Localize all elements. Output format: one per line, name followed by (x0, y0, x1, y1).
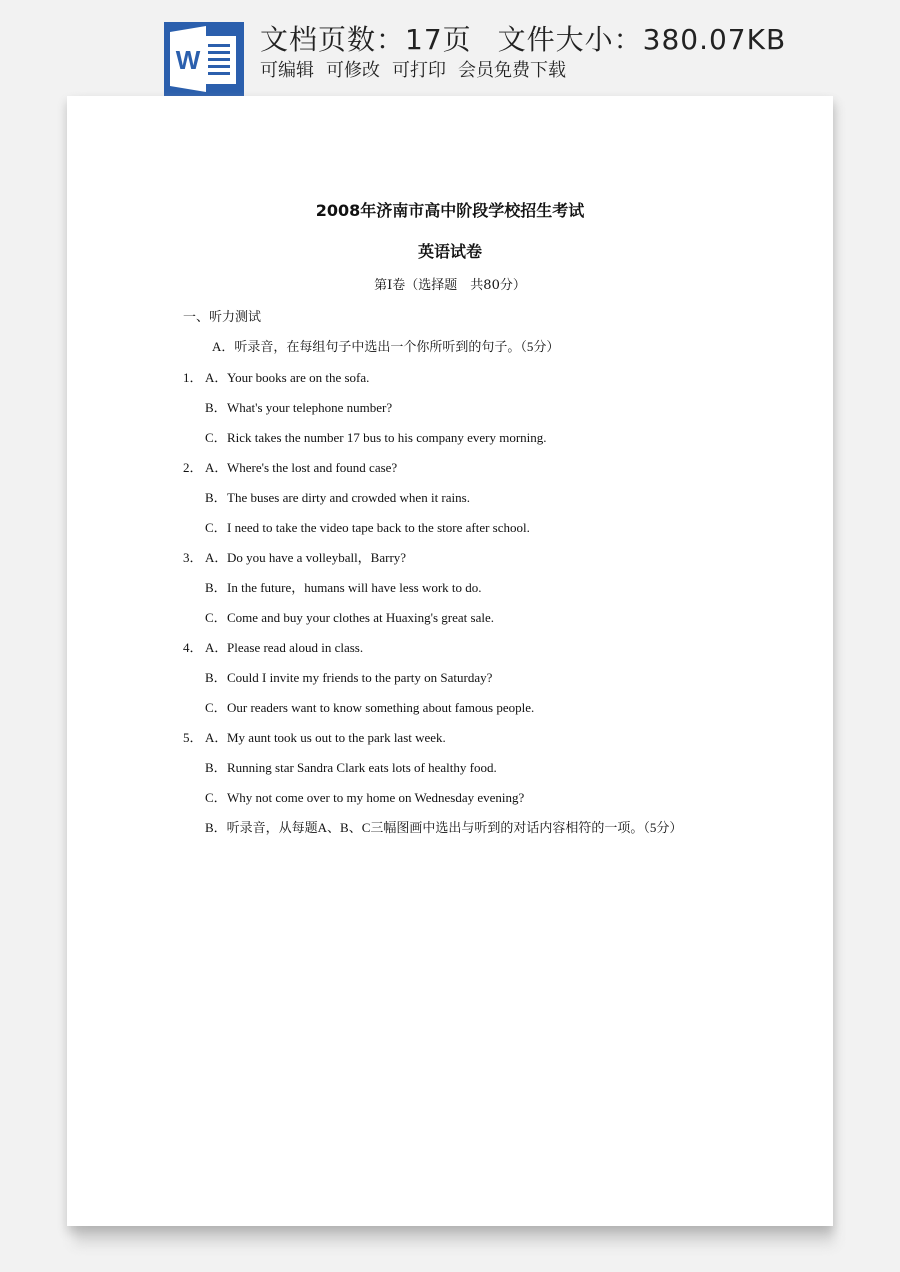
option-letter: C． (205, 790, 227, 805)
option-letter: C． (205, 700, 227, 715)
question-number: 5． (183, 730, 203, 745)
option-text: I need to take the video tape back to the store after school. (227, 520, 530, 535)
option-text: Why not come over to my home on Wednesday evening? (227, 790, 525, 805)
instruction-b: B．听录音，从每题A、B、C三幅图画中选出与听到的对话内容相符的一项。（5分） (205, 820, 683, 835)
document-page (67, 96, 833, 1226)
option-letter: B． (205, 400, 227, 415)
file-size: 文件大小：380.07KB (497, 23, 787, 56)
question-5-option-b (205, 757, 497, 776)
option-text: Our readers want to know something about famous people. (227, 700, 535, 715)
option-text: In the future，humans will have less work to do. (227, 580, 482, 595)
option-text: My aunt took us out to the park last week. (227, 730, 446, 745)
question-5-option-c (205, 787, 524, 806)
option-letter: C． (205, 430, 227, 445)
option-text: Do you have a volleyball，Barry? (227, 550, 407, 565)
question-5-option-a (183, 727, 446, 746)
option-letter: B． (205, 490, 227, 505)
option-text: Come and buy your clothes at Huaxing's great sale. (227, 610, 494, 625)
exam-title: 2008年济南市高中阶段学校招生考试 (315, 201, 585, 220)
option-letter: B． (205, 670, 227, 685)
word-document-icon (164, 22, 244, 96)
option-text: Rick takes the number 17 bus to his company every morning. (227, 430, 547, 445)
feature-editable: 可编辑 (260, 60, 314, 81)
option-text: Could I invite my friends to the party on Saturday? (227, 670, 493, 685)
question-2-option-c (205, 517, 530, 536)
question-4-option-a (183, 637, 363, 656)
option-text: Please read aloud in class. (227, 640, 364, 655)
question-number: 1． (183, 370, 203, 385)
section-heading: 一、听力测试 (183, 309, 262, 324)
question-number: 2． (183, 460, 203, 475)
option-letter: A． (205, 550, 228, 565)
feature-free-download: 会员免费下载 (458, 60, 566, 81)
question-3-option-a (183, 547, 406, 566)
question-2-option-a (183, 457, 397, 476)
option-text: Running star Sandra Clark eats lots of healthy food. (227, 760, 497, 775)
logo-letter: W (175, 45, 201, 75)
exam-subtitle: 英语试卷 (417, 242, 482, 261)
page-count: 文档页数：17页 (260, 23, 472, 56)
option-letter: B． (205, 580, 227, 595)
question-number: 4． (183, 640, 203, 655)
option-letter: A． (205, 730, 228, 745)
question-3-option-b (205, 577, 482, 596)
feature-modifiable: 可修改 (326, 60, 380, 81)
question-4-option-b (205, 667, 492, 686)
question-1-option-b (205, 397, 392, 416)
option-letter: A． (205, 370, 228, 385)
option-text: Where's the lost and found case? (227, 460, 398, 475)
option-letter: B． (205, 760, 227, 775)
option-text: Your books are on the sofa. (227, 370, 370, 385)
option-letter: C． (205, 520, 227, 535)
part-heading: 第Ⅰ卷（选择题 共80分） (374, 278, 526, 293)
question-1-option-c (205, 427, 547, 446)
option-letter: A． (205, 640, 228, 655)
feature-list (260, 56, 566, 82)
question-3-option-c (205, 607, 494, 626)
question-4-option-c (205, 697, 534, 716)
question-1-option-a (183, 367, 369, 386)
option-letter: C． (205, 610, 227, 625)
file-info (260, 18, 786, 58)
feature-printable: 可打印 (392, 60, 446, 81)
option-text: What's your telephone number? (227, 400, 393, 415)
option-text: The buses are dirty and crowded when it rains. (227, 490, 470, 505)
instruction-a: A．听录音，在每组句子中选出一个你所听到的句子。（5分） (212, 339, 560, 354)
question-2-option-b (205, 487, 470, 506)
download-banner (0, 0, 900, 100)
question-number: 3． (183, 550, 203, 565)
option-letter: A． (205, 460, 228, 475)
